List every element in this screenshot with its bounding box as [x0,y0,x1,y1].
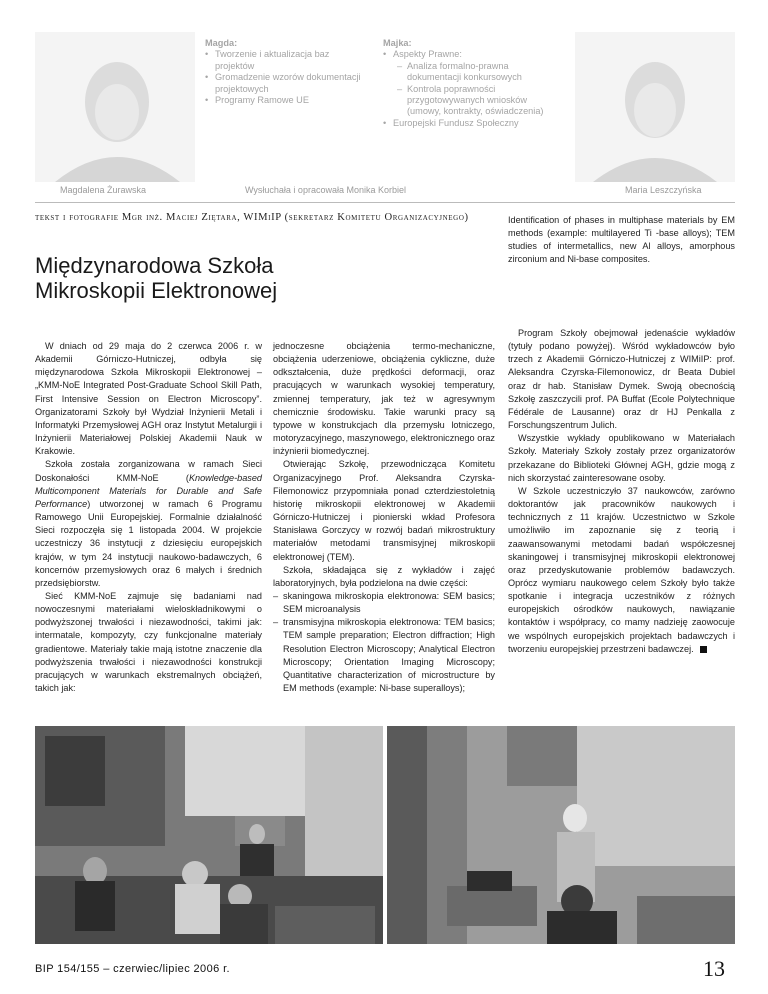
caption-maria: Maria Leszczyńska [625,185,702,195]
paragraph: Sieć KMM-NoE zajmuje się badaniami nad nowoczesnymi materiałami wieloskładnikowymi o podwyższonej trwałości i niezawodności, takimi jak: intermatale, kompozyty, czy funkcjonalne materiały gradientowe. Materiały takie mają istotne znaczenie dla podwyższenia trwałości i niezawodności konstrukcji pracujących w warunkach ekstremalnych obciążeń, takich jak: [35,590,262,694]
majka-subitem: – Kontrola poprawności przygotowywanych wniosków (umowy, kontrakty, oświadczenia) [383,84,558,118]
paragraph: jednoczesne obciążenia termo-mechaniczne, obciążenia uderzeniowe, obciążenia cykliczne, duże odkształcenia, duże prędkości deformacji, oraz pracujących w warunkach wysokiej temperatury, zmiennej temperatury, jak też w agresywnym chemicznie środowisku. Takie warunki pracy są typowe w konstrukcjach dla przemysłu lotniczego, motoryzacyjnego, maszynowego, elektronicznego oraz inżynierii biomedycznej. [273,341,495,457]
caption-magdalena: Magdalena Żurawska [60,185,147,195]
paragraph: Identification of phases in multiphase materials by EM methods (example: multilayered Ti -base alloys); TEM studies of intermetallics, new Al alloys, amorphous zirconium and Ni-base composites. [508,215,735,265]
paragraph: Szkoła, składająca się z wykładów i zajęć laboratoryjnych, była podzielona na dwie części: [273,564,495,588]
column-3 [508,214,735,267]
lecture-hall-scene [35,726,383,944]
magda-item: • Programy Ramowe UE [205,95,365,106]
lecturer-scene [387,726,735,944]
list-item: – skaningowa mikroskopia elektronowa: SEM basics; SEM microanalysis [273,590,495,616]
column-1 [35,340,262,695]
photo-maria [575,32,735,182]
column-3-main [508,327,735,656]
end-mark-icon [700,646,707,653]
page-number: 13 [703,956,725,981]
divider [35,202,735,203]
portrait-maria [575,32,735,182]
paragraph: W dniach od 29 maja do 2 czerwca 2006 r. w Akademii Górniczo-Hutniczej, odbyła się międzynarodowa Szkoła Mikroskopii Elektronowej – „KMM-NoE Integrated Post-Graduate School Skill Path, First Intensive Session on Electron Microscopy”. Organizatorami Szkoły był Wydział Inżynierii Metali i Informatyki Przemysłowej AGH oraz Instytut Metalurgii i Inżynierii Materiałowej Polskiej Akademii Nauk w Krakowie. [35,341,262,457]
paragraph: Wszystkie wykłady opublikowano w Materiałach Szkoły. Materiały Szkoły zostały przez organizatorów przekazane do Biblioteki Głównej AGH, gdzie mogą z nich skorzystać zainteresowane osoby. [508,433,735,483]
caption-interviewer: Wysłuchała i opracowała Monika Korbiel [245,185,406,195]
photo-magdalena [35,32,195,182]
majka-title: Majka: [383,38,412,48]
magda-title: Magda: [205,38,238,48]
magda-duties [205,38,365,106]
magda-item: • Gromadzenie wzorów dokumentacji projektowych [205,72,365,95]
paragraph: Otwierając Szkołę, przewodnicząca Komitetu Organizacyjnego Prof. Aleksandra Czyrska-Filemonowicz przypomniała ponad czterdziestoletnią historię mikroskopii elektronowej w Akademii Górniczo-Hutniczej i pionierski wkład Profesora Stanisława Gorczycy w rozwój badań mikrostruktury materiałów metodami transmisyjnej mikroskopii elektronowej (TEM). [273,459,495,562]
byline: tekst i fotografie Mgr inż. Maciej Ziętara, WIMiIP (sekretarz Komitetu Organizacyjnego) [35,212,469,223]
footer-issue: BIP 154/155 – czerwiec/lipiec 2006 r. [35,963,230,975]
magda-item: • Tworzenie i aktualizacja baz projektów [205,49,365,72]
paragraph: Program Szkoły obejmował jedenaście wykładów (tytuły podano powyżej). Wśród wykładowców było trzech z Akademii Górniczo-Hutniczej z WIMiIP: prof. Aleksandra Czyrska-Filemonowicz, dr Beata Dubiel oraz dr hab. Stanisław Dymek. Swoją obecnością Szkołę zaszczycili prof. PA Buffat (Ecole Polytechnique Fédérale de Lausanne) oraz dr HJ Penkalla z Forschungszentrum Julich. [508,328,735,431]
majka-duties [383,38,558,129]
majka-item: • Europejski Fundusz Społeczny [383,118,558,129]
portrait-magdalena [35,32,195,182]
title-line-2: Mikroskopii Elektronowej [35,278,278,303]
list-item: – transmisyjna mikroskopia elektronowa: TEM basics; TEM sample preparation; Electron diffraction; High Resolution Electron Microscopy; Analytical Electron Microscopy; Orientation Imaging Microscopy; Quantitative characterization of microstructure by EM methods (example: Ni-base superalloys); [273,616,495,695]
majka-item: • Aspekty Prawne: [383,49,558,60]
paragraph: W Szkole uczestniczyło 37 naukowców, zarówno doktorantów jak pracowników naukowych i technicznych z 11 krajów. Uczestnictwo w Szkole umożliwiło im zapoznanie się z teorią i zaawansowanymi metodami badań współczesnej skaningowej i transmisyjnej mikroskopii elektronowej oraz przedyskutowanie problemów badawczych. Oprócz wymiaru naukowego celem Szkoły było także spotkanie i integracja uczestników z różnych europejskich ośrodków naukowych, nawiązanie kontaktów i współpracy, co mamy nadzieję zaowocuje we wspólnych europejskich projektach badawczych i tworzeniu europejskiej przestrzeni badawczej. [508,485,735,654]
majka-subitem: – Analiza formalno-prawna dokumentacji konkursowych [383,61,558,84]
paragraph: Szkoła została zorganizowana w ramach Sieci Doskonałości KMM-NoE (Knowledge-based Multicomponent Materials for Durable and Safe Performance) utworzonej w ramach 6 Programu Ramowego Unii Europejskiej. Formalnie działalność Sieci rozpoczęła się 1 listopada 2004. W projekcie uczestniczy 36 instytucji z dziesięciu europejskich krajów, w tym 24 instytucji naukowo-badawczych, 6 koncernów przemysłowych oraz 6 małych i średnich przedsiębiorstw. [35,459,262,588]
column-2 [273,340,495,695]
photo-lecture-hall [35,726,383,944]
photo-lecturer [387,726,735,944]
title-line-1: Międzynarodowa Szkoła [35,253,274,278]
article-title [35,253,495,303]
